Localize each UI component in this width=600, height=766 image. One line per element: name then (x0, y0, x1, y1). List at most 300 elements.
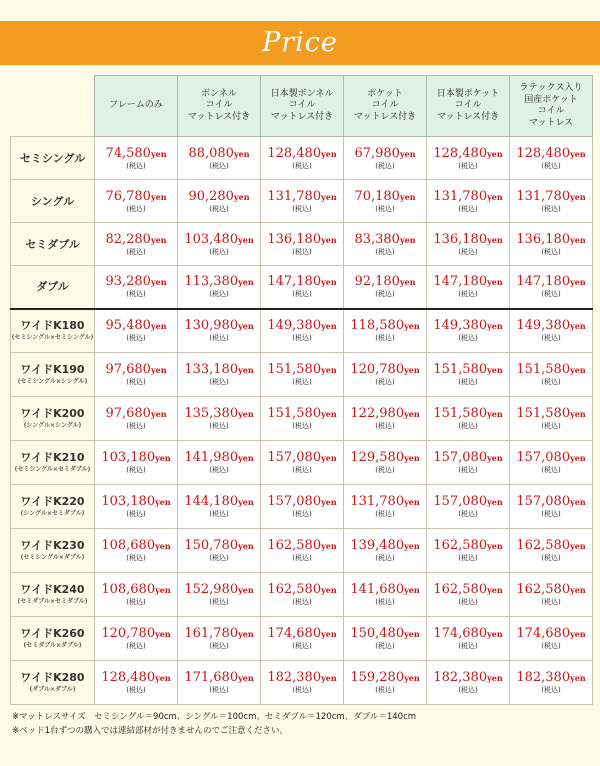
price-cell (427, 309, 510, 353)
tax-included-label: (税込) (541, 686, 561, 694)
tax-included-label: (税込) (458, 554, 478, 562)
price-value (427, 494, 509, 510)
price-number: 162,580 (267, 582, 322, 597)
tax-included-label: (税込) (292, 510, 312, 518)
price-value (178, 274, 260, 290)
tax-included-label: (税込) (292, 204, 312, 213)
currency-unit: yen (570, 277, 586, 288)
price-number: 82,280 (105, 231, 151, 247)
price-value (344, 189, 426, 205)
price-number: 90,280 (188, 188, 234, 204)
currency-unit: yen (321, 585, 337, 595)
price-number: 95,480 (105, 318, 151, 334)
row-header (11, 266, 95, 309)
currency-unit: yen (487, 453, 503, 463)
price-cell (427, 180, 510, 223)
price-cell (261, 661, 344, 705)
column-header-line: マットレス (528, 117, 574, 128)
price-cell (261, 441, 344, 485)
price-cell (510, 137, 593, 180)
currency-unit: yen (570, 585, 586, 595)
price-number: 182,380 (267, 670, 322, 685)
tax-included-label: (税込) (292, 686, 312, 694)
price-value (178, 626, 260, 642)
price-value (178, 450, 260, 466)
price-cell (178, 353, 261, 397)
row-header-name: セミダブル (25, 237, 80, 251)
price-value (178, 146, 260, 162)
price-cell (427, 573, 510, 617)
price-number: 162,580 (267, 538, 322, 553)
price-cell (95, 441, 178, 485)
currency-unit: yen (399, 277, 416, 288)
currency-unit: yen (321, 321, 337, 332)
column-header-japan-bonnell (261, 76, 344, 137)
price-value (178, 362, 260, 378)
price-value (95, 189, 177, 205)
footnote-mattress-sizes: ※マットレスサイズ セミシングル＝90cm、シングル＝100cm、セミダブル＝120cm、ダブル＝140cm (12, 712, 417, 722)
price-cell (427, 661, 510, 705)
price-cell (261, 485, 344, 529)
price-table (10, 75, 593, 705)
price-value (178, 582, 260, 598)
currency-unit: yen (155, 497, 171, 507)
tax-included-label: (税込) (126, 204, 146, 213)
price-cell (178, 223, 261, 266)
price-value (427, 538, 509, 554)
tax-included-label: (税込) (375, 422, 395, 430)
price-cell (510, 617, 593, 661)
price-value (261, 582, 343, 598)
tax-included-label: (税込) (458, 161, 478, 170)
price-cell (510, 397, 593, 441)
price-number: 144,180 (184, 494, 239, 509)
tax-included-label: (税込) (292, 378, 312, 386)
currency-unit: yen (399, 148, 416, 159)
price-value (261, 189, 343, 205)
tax-included-label: (税込) (292, 290, 312, 299)
table-row (11, 223, 593, 266)
column-header-line: ポケット (367, 88, 403, 99)
price-number: 151,580 (516, 362, 571, 377)
currency-unit: yen (487, 541, 503, 551)
tax-included-label: (税込) (458, 204, 478, 213)
price-value (427, 189, 509, 205)
table-row (11, 617, 593, 661)
price-number: 157,080 (433, 450, 488, 465)
price-value (178, 232, 260, 248)
price-value (95, 450, 177, 466)
tax-included-label: (税込) (126, 334, 146, 343)
price-number: 182,380 (433, 670, 488, 685)
row-header-name: ワイドK240 (20, 583, 85, 596)
tax-included-label: (税込) (126, 290, 146, 299)
currency-unit: yen (238, 673, 254, 683)
price-cell (510, 223, 593, 266)
tax-included-label: (税込) (292, 642, 312, 650)
price-value (344, 406, 426, 422)
price-value (427, 670, 509, 686)
price-number: 103,480 (184, 231, 239, 247)
tax-included-label: (税込) (209, 554, 229, 562)
currency-unit: yen (570, 497, 586, 507)
price-number: 149,380 (267, 318, 322, 334)
price-value (95, 318, 177, 334)
price-number: 108,680 (101, 582, 156, 597)
tax-included-label: (税込) (541, 510, 561, 518)
currency-unit: yen (321, 148, 337, 159)
tax-included-label: (税込) (292, 466, 312, 474)
tax-included-label: (税込) (541, 290, 561, 299)
price-value (95, 146, 177, 162)
price-cell (510, 529, 593, 573)
tax-included-label: (税込) (292, 554, 312, 562)
table-row (11, 180, 593, 223)
price-number: 161,780 (184, 626, 239, 641)
price-cell (344, 180, 427, 223)
row-header-name: ダブル (36, 280, 69, 294)
price-value (344, 450, 426, 466)
price-number: 131,780 (350, 494, 405, 509)
tax-included-label: (税込) (541, 204, 561, 213)
tax-included-label: (税込) (209, 334, 229, 343)
row-header-combination: (ダブル×ダブル) (29, 686, 76, 693)
price-number: 97,680 (105, 406, 151, 421)
currency-unit: yen (150, 234, 167, 245)
row-header-combination: (セミダブル×ダブル) (23, 642, 82, 649)
currency-unit: yen (487, 234, 503, 245)
price-number: 159,280 (350, 670, 405, 685)
price-value (178, 538, 260, 554)
price-number: 141,680 (350, 582, 405, 597)
table-row (11, 661, 593, 705)
price-value (178, 189, 260, 205)
currency-unit: yen (570, 191, 586, 202)
price-cell (95, 661, 178, 705)
price-value (427, 406, 509, 422)
price-number: 157,080 (433, 494, 488, 509)
currency-unit: yen (321, 453, 337, 463)
price-value (261, 274, 343, 290)
price-value (95, 538, 177, 554)
tax-included-label: (税込) (541, 334, 561, 343)
price-number: 70,180 (354, 188, 400, 204)
price-number: 128,480 (433, 145, 488, 161)
currency-unit: yen (570, 148, 586, 159)
tax-included-label: (税込) (209, 378, 229, 386)
row-header (11, 180, 95, 223)
currency-unit: yen (155, 585, 171, 595)
currency-unit: yen (238, 409, 254, 419)
price-number: 152,980 (184, 582, 239, 597)
price-value (344, 274, 426, 290)
column-header-pocket (344, 76, 427, 137)
currency-unit: yen (155, 453, 171, 463)
price-cell (510, 441, 593, 485)
tax-included-label: (税込) (541, 554, 561, 562)
price-value (427, 146, 509, 162)
tax-included-label: (税込) (375, 642, 395, 650)
currency-unit: yen (404, 629, 420, 639)
column-header-japan-pocket (427, 76, 510, 137)
tax-included-label: (税込) (292, 422, 312, 430)
currency-unit: yen (238, 321, 254, 332)
price-cell (344, 573, 427, 617)
tax-included-label: (税込) (541, 598, 561, 606)
column-header-line: マットレス付き (436, 111, 500, 122)
tax-included-label: (税込) (209, 204, 229, 213)
column-header-line: コイル (537, 106, 565, 116)
currency-unit: yen (487, 365, 503, 375)
column-header-line: コイル (205, 100, 233, 111)
currency-unit: yen (321, 541, 337, 551)
price-number: 157,080 (267, 494, 322, 509)
currency-unit: yen (150, 277, 167, 288)
currency-unit: yen (238, 497, 254, 507)
price-number: 93,280 (105, 274, 151, 290)
price-cell (95, 309, 178, 353)
price-number: 136,180 (516, 231, 571, 247)
currency-unit: yen (238, 629, 254, 639)
price-value (95, 274, 177, 290)
column-header-line: ラテックス入り (519, 83, 583, 93)
tax-included-label: (税込) (375, 161, 395, 170)
price-cell (95, 137, 178, 180)
price-cell (427, 353, 510, 397)
price-number: 103,180 (101, 494, 156, 509)
tax-included-label: (税込) (375, 247, 395, 256)
tax-included-label: (税込) (126, 554, 146, 562)
currency-unit: yen (150, 365, 167, 375)
price-cell (178, 397, 261, 441)
price-number: 162,580 (433, 582, 488, 597)
price-number: 133,180 (184, 362, 239, 377)
price-cell (427, 441, 510, 485)
price-cell (510, 661, 593, 705)
price-cell (95, 573, 178, 617)
price-value (510, 318, 592, 334)
price-number: 149,380 (516, 318, 571, 334)
currency-unit: yen (404, 497, 420, 507)
row-header-name: ワイドK210 (20, 451, 85, 464)
price-value (344, 362, 426, 378)
row-header (11, 353, 95, 397)
price-value (261, 232, 343, 248)
price-cell (344, 441, 427, 485)
price-cell (95, 353, 178, 397)
price-number: 174,680 (433, 626, 488, 641)
price-value (95, 582, 177, 598)
tax-included-label: (税込) (458, 334, 478, 343)
tax-included-label: (税込) (126, 247, 146, 256)
price-value (95, 670, 177, 686)
currency-unit: yen (321, 277, 337, 288)
price-value (178, 670, 260, 686)
tax-included-label: (税込) (209, 598, 229, 606)
column-header-line: コイル (454, 100, 482, 111)
price-cell (344, 223, 427, 266)
tax-included-label: (税込) (458, 598, 478, 606)
price-cell (95, 529, 178, 573)
price-value (95, 362, 177, 378)
tax-included-label: (税込) (209, 247, 229, 256)
price-number: 83,380 (354, 231, 400, 247)
price-number: 129,580 (350, 450, 405, 465)
tax-included-label: (税込) (375, 554, 395, 562)
price-value (95, 626, 177, 642)
price-cell (178, 180, 261, 223)
column-header-line: ボンネル (201, 88, 237, 99)
row-header (11, 529, 95, 573)
price-cell (178, 441, 261, 485)
price-value (427, 362, 509, 378)
price-number: 147,180 (516, 274, 571, 290)
tax-included-label: (税込) (126, 422, 146, 430)
tax-included-label: (税込) (292, 161, 312, 170)
price-cell (178, 266, 261, 309)
price-table-body (11, 137, 593, 705)
tax-included-label: (税込) (209, 510, 229, 518)
price-cell (261, 180, 344, 223)
currency-unit: yen (404, 453, 420, 463)
price-cell (95, 180, 178, 223)
row-header-name: ワイドK230 (20, 539, 85, 552)
price-cell (95, 266, 178, 309)
price-cell (178, 617, 261, 661)
tax-included-label: (税込) (209, 422, 229, 430)
currency-unit: yen (487, 629, 503, 639)
column-header-latex-pocket (510, 76, 593, 137)
price-number: 131,780 (267, 188, 322, 204)
price-cell (344, 397, 427, 441)
price-value (427, 274, 509, 290)
column-header-line: マットレス付き (187, 111, 251, 122)
price-number: 76,780 (105, 188, 151, 204)
row-header-name: ワイドK180 (20, 319, 85, 333)
price-number: 120,780 (101, 626, 156, 641)
tax-included-label: (税込) (375, 290, 395, 299)
price-number: 151,580 (433, 406, 488, 421)
tax-included-label: (税込) (458, 290, 478, 299)
column-header-line: コイル (288, 100, 316, 111)
price-cell (261, 309, 344, 353)
currency-unit: yen (570, 673, 586, 683)
tax-included-label: (税込) (126, 510, 146, 518)
currency-unit: yen (404, 409, 420, 419)
price-value (344, 538, 426, 554)
banner-title: Price (262, 27, 338, 58)
column-header-line: コイル (371, 100, 399, 111)
currency-unit: yen (487, 409, 503, 419)
tax-included-label: (税込) (375, 510, 395, 518)
currency-unit: yen (570, 409, 586, 419)
price-value (344, 146, 426, 162)
price-value (427, 232, 509, 248)
currency-unit: yen (487, 148, 503, 159)
row-header (11, 573, 95, 617)
price-cell (261, 266, 344, 309)
currency-unit: yen (150, 148, 167, 159)
row-header-combination: (セミシングル×ダブル) (20, 554, 85, 561)
row-header (11, 137, 95, 180)
price-cell (95, 617, 178, 661)
price-banner (0, 21, 600, 65)
price-value (510, 232, 592, 248)
currency-unit: yen (233, 148, 250, 159)
price-cell (510, 309, 593, 353)
tax-included-label: (税込) (126, 378, 146, 386)
price-cell (261, 573, 344, 617)
currency-unit: yen (487, 673, 503, 683)
price-value (261, 626, 343, 642)
price-value (261, 318, 343, 334)
price-value (344, 494, 426, 510)
price-number: 147,180 (433, 274, 488, 290)
price-cell (510, 573, 593, 617)
row-header-combination: (セミシングル×シングル) (17, 378, 88, 385)
price-value (178, 494, 260, 510)
price-number: 88,080 (188, 145, 234, 161)
column-header-bonnell (178, 76, 261, 137)
currency-unit: yen (238, 277, 254, 288)
currency-unit: yen (150, 409, 167, 419)
price-number: 120,780 (350, 362, 405, 377)
price-cell (344, 617, 427, 661)
currency-unit: yen (155, 673, 171, 683)
price-cell (344, 266, 427, 309)
row-header-combination: (セミシングル×セミシングル) (11, 334, 94, 342)
currency-unit: yen (487, 277, 503, 288)
row-header (11, 309, 95, 353)
price-value (427, 318, 509, 334)
price-value (427, 626, 509, 642)
currency-unit: yen (399, 191, 416, 202)
price-number: 151,580 (433, 362, 488, 377)
price-number: 130,980 (184, 318, 239, 334)
currency-unit: yen (399, 234, 416, 245)
price-value (95, 232, 177, 248)
row-header-combination: (セミシングル×セミダブル) (14, 466, 91, 473)
tax-included-label: (税込) (458, 422, 478, 430)
price-value (510, 494, 592, 510)
table-row (11, 137, 593, 180)
price-number: 128,480 (267, 145, 322, 161)
price-cell (510, 266, 593, 309)
price-number: 162,580 (433, 538, 488, 553)
row-header (11, 397, 95, 441)
price-cell (427, 397, 510, 441)
price-value (510, 274, 592, 290)
price-cell (178, 529, 261, 573)
row-header-combination: (シングル×セミダブル) (20, 510, 85, 517)
price-cell (427, 266, 510, 309)
price-cell (510, 353, 593, 397)
price-cell (344, 309, 427, 353)
price-value (344, 582, 426, 598)
price-number: 157,080 (516, 494, 571, 509)
column-header-frame-only (95, 76, 178, 137)
tax-included-label: (税込) (292, 247, 312, 256)
currency-unit: yen (404, 365, 420, 375)
price-number: 151,580 (516, 406, 571, 421)
price-number: 135,380 (184, 406, 239, 421)
price-value (261, 538, 343, 554)
tax-included-label: (税込) (541, 161, 561, 170)
price-cell (510, 485, 593, 529)
table-row (11, 397, 593, 441)
tax-included-label: (税込) (126, 598, 146, 606)
currency-unit: yen (321, 629, 337, 639)
